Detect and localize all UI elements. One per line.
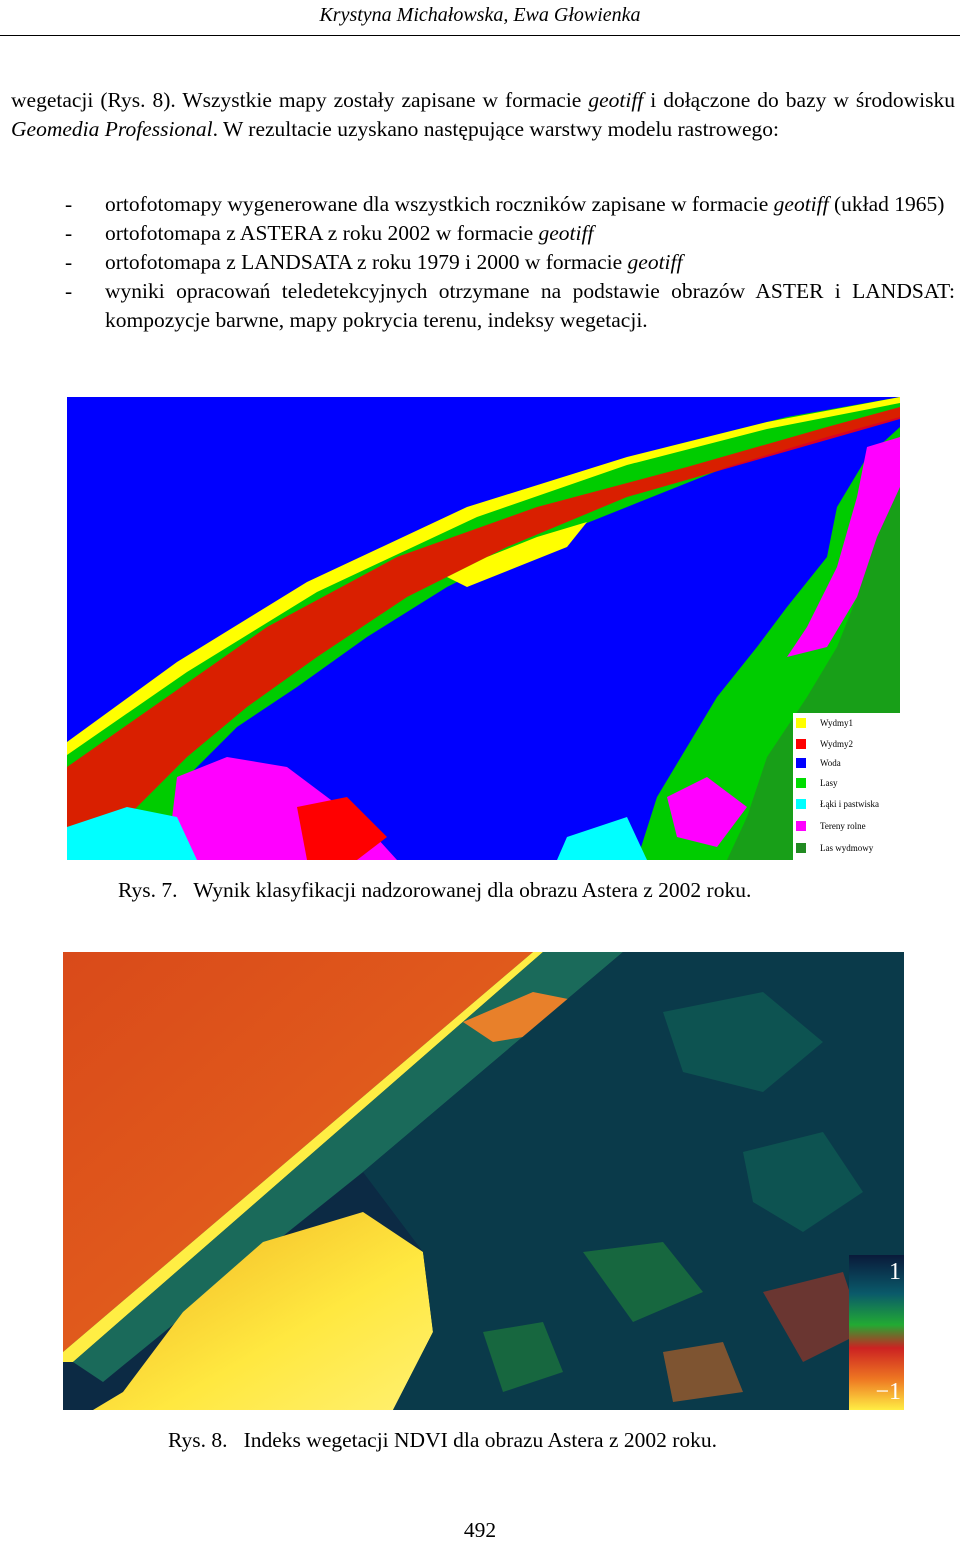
list-dash: -	[65, 221, 73, 245]
intro-text	[11, 86, 955, 144]
list-item	[11, 219, 955, 248]
italic-term: geotiff	[627, 250, 683, 274]
legend-swatch	[796, 739, 806, 749]
italic-term: geotiff	[773, 192, 829, 216]
text-run: . W rezultacie uzyskano następujące warstwy modelu rastrowego:	[212, 117, 780, 141]
text-run: ortofotomapa z ASTERA z roku 2002 w formacie	[105, 221, 539, 245]
figure7-caption: Rys. 7. Wynik klasyfikacji nadzorowanej dla obrazu Astera z 2002 roku.	[118, 878, 752, 902]
running-head: Krystyna Michałowska, Ewa Głowienka	[319, 4, 641, 26]
colorbar-top-label: 1	[889, 1259, 901, 1285]
italic-term: Geomedia Professional	[11, 117, 213, 141]
text-run: ortofotomapy wygenerowane dla wszystkich roczników zapisane w formacie	[105, 192, 774, 216]
legend-item	[796, 756, 841, 770]
text-run: i dołączone do bazy w środowisku	[643, 88, 955, 112]
raster-layer-list	[11, 190, 955, 335]
legend-item	[796, 737, 853, 751]
text-run: (układ 1965)	[828, 192, 945, 216]
legend-item	[796, 776, 838, 790]
header-rule	[0, 35, 960, 36]
legend-item	[796, 797, 879, 811]
classification-legend	[793, 713, 900, 860]
legend-item	[796, 819, 866, 833]
text-run: wegetacji (Rys. 8). Wszystkie mapy zostały zapisane w formacie	[11, 88, 589, 112]
classification-map-figure	[67, 397, 900, 860]
ndvi-map-figure	[63, 952, 904, 1410]
list-dash: -	[65, 192, 73, 216]
italic-term: geotiff	[538, 221, 594, 245]
list-item	[11, 248, 955, 277]
legend-label: Lasy	[820, 778, 838, 788]
ndvi-colorbar	[849, 1255, 904, 1410]
legend-label: Wydmy1	[820, 718, 853, 728]
legend-label: Wydmy2	[820, 739, 853, 749]
list-item	[11, 277, 955, 335]
legend-swatch	[796, 821, 806, 831]
legend-swatch	[796, 718, 806, 728]
ndvi-map	[63, 952, 904, 1410]
figure8-caption: Rys. 8. Indeks wegetacji NDVI dla obrazu Astera z 2002 roku.	[168, 1428, 718, 1452]
list-dash: -	[65, 250, 73, 274]
legend-label: Woda	[820, 758, 841, 768]
text-run: wyniki opracowań teledetekcyjnych otrzymane na podstawie obrazów ASTER i LANDSAT: kompozycje barwne, mapy pokrycia terenu, indeksy wegetacji.	[105, 279, 955, 332]
legend-swatch	[796, 758, 806, 768]
legend-label: Łąki i pastwiska	[820, 799, 879, 809]
page-number: 492	[463, 1518, 497, 1542]
list-item	[11, 190, 955, 219]
legend-swatch	[796, 843, 806, 853]
intro-paragraph	[11, 86, 955, 144]
classification-map	[67, 397, 900, 860]
legend-item	[796, 841, 873, 855]
list-dash: -	[65, 279, 73, 303]
colorbar-bottom-label: −1	[875, 1379, 901, 1405]
legend-label: Tereny rolne	[820, 821, 866, 831]
italic-term: geotiff	[588, 88, 644, 112]
legend-swatch	[796, 778, 806, 788]
text-run: ortofotomapa z LANDSATA z roku 1979 i 2000 w formacie	[105, 250, 628, 274]
legend-swatch	[796, 799, 806, 809]
legend-label: Las wydmowy	[820, 843, 874, 853]
legend-item	[796, 716, 853, 730]
